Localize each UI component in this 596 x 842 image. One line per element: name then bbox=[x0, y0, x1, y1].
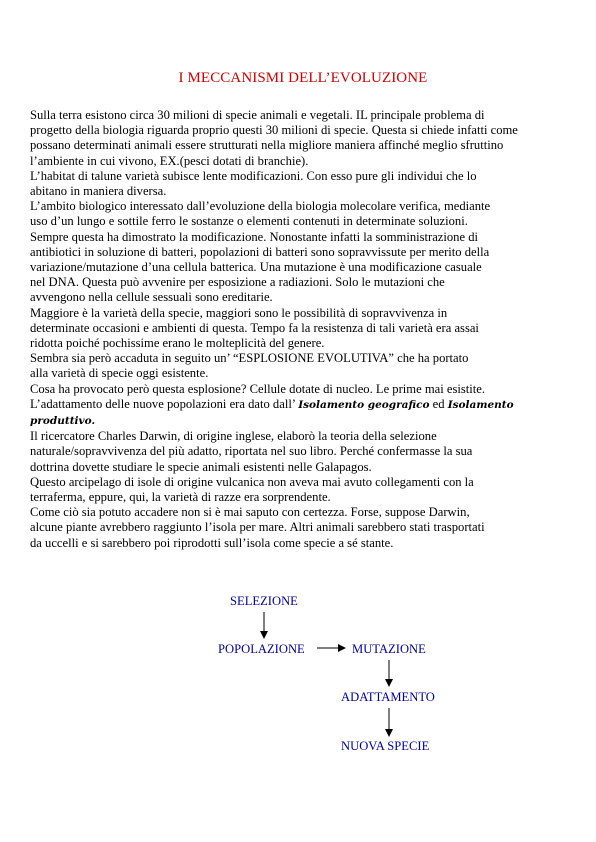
node-mutazione: MUTAZIONE bbox=[352, 642, 426, 656]
text-line: L’ambito biologico interessato dall’evoluzione della biologia molecolare verifica, mediante bbox=[30, 199, 491, 214]
text-line: possano determinati animali essere strutturati nella migliore maniera affinché meglio sfruttino bbox=[30, 138, 504, 153]
node-popolazione: POPOLAZIONE bbox=[218, 642, 305, 656]
text-segment: ed bbox=[429, 396, 448, 411]
text-line: l’ambiente in cui vivono, EX.(pesci dotati di branchie). bbox=[30, 153, 309, 168]
text-line: variazione/mutazione d’una cellula batterica. Una mutazione è una modificazione casuale bbox=[30, 260, 482, 275]
text-line: da uccelli e si sarebbero poi riprodotti sull’isola come specie a sé stante. bbox=[30, 535, 394, 550]
text-line: abitano in maniera diversa. bbox=[30, 184, 167, 199]
text-line: terraferma, eppure, qui, la varietà di razze era sorprendente. bbox=[30, 490, 331, 505]
text-line: dottrina dovette studiare le specie animali esistenti nelle Galapagos. bbox=[30, 459, 372, 474]
text-line: uso d’un lungo e sottile ferro le sostanze o elementi contenuti in determinate soluzioni. bbox=[30, 214, 468, 229]
text-line bbox=[30, 413, 590, 429]
text-line: alcune piante avrebbero raggiunto l’isola per mare. Altri animali sarebbero stati trasportati bbox=[30, 520, 485, 535]
term-reproductive-isolation: Isolamento bbox=[447, 398, 514, 411]
node-nuova-specie: NUOVA SPECIE bbox=[341, 739, 430, 753]
text-line: Sembra sia però accaduta in seguito un’ “ESPLOSIONE EVOLUTIVA” che ha portato bbox=[30, 351, 469, 366]
text-line: L’habitat di talune varietà subisce lente modificazioni. Con esso pure gli individui che lo bbox=[30, 168, 477, 183]
text-line: determinate occasioni e ambienti di questa. Tempo fa la resistenza di tali varietà era assai bbox=[30, 320, 479, 335]
term-reproductive-isolation-end: produttivo. bbox=[30, 415, 96, 428]
text-line: Maggiore è la varietà della specie, maggiori sono le possibilità di sopravvivenza in bbox=[30, 305, 448, 320]
text-line: ridotta poiché pochissime erano le molteplicità del genere. bbox=[30, 336, 325, 351]
term-geographic-isolation: Isolamento geografico bbox=[298, 398, 430, 411]
text-segment: L’adattamento delle nuove popolazioni era dato dall’ bbox=[30, 396, 299, 411]
text-line: Questo arcipelago di isole di origine vulcanica non aveva mai avuto collegamenti con la bbox=[30, 474, 474, 489]
body-text bbox=[30, 108, 590, 551]
text-line: progetto della biologia riguarda proprio questi 30 milioni di specie. Questa si chiede infatti come bbox=[30, 123, 518, 138]
text-line: nel DNA. Questa può avvenire per esposizione a radiazioni. Solo le mutazioni che bbox=[30, 275, 445, 290]
text-line: antibiotici in soluzione di batteri, popolazioni di batteri sono sopravvissute per merito della bbox=[30, 244, 490, 259]
page-title: I MECCANISMI DELL’EVOLUZIONE bbox=[178, 70, 428, 86]
text-line: Il ricercatore Charles Darwin, di origine inglese, elaborò la teoria della selezione bbox=[30, 429, 437, 444]
text-line: Cosa ha provocato però questa esplosione? Cellule dotate di nucleo. Le prime mai esistite. bbox=[30, 381, 485, 396]
text-line: avvengono nella cellule sessuali sono ereditarie. bbox=[30, 290, 273, 305]
text-line: Sempre questa ha dimostrato la modificazione. Nonostante infatti la somministrazione di bbox=[30, 229, 479, 244]
text-line: naturale/sopravvivenza del più adatto, riportata nel suo libro. Perché confermasse la sua bbox=[30, 444, 473, 459]
text-line: alla varietà di specie oggi esistente. bbox=[30, 366, 209, 381]
node-adattamento: ADATTAMENTO bbox=[341, 690, 435, 704]
text-line: Come ciò sia potuto accadere non si è mai saputo con certezza. Forse, suppose Darwin, bbox=[30, 505, 470, 520]
node-selezione: SELEZIONE bbox=[230, 594, 298, 608]
text-line-mixed bbox=[30, 397, 590, 413]
text-line: Sulla terra esistono circa 30 milioni di specie animali e vegetali. IL principale problema di bbox=[30, 108, 485, 122]
